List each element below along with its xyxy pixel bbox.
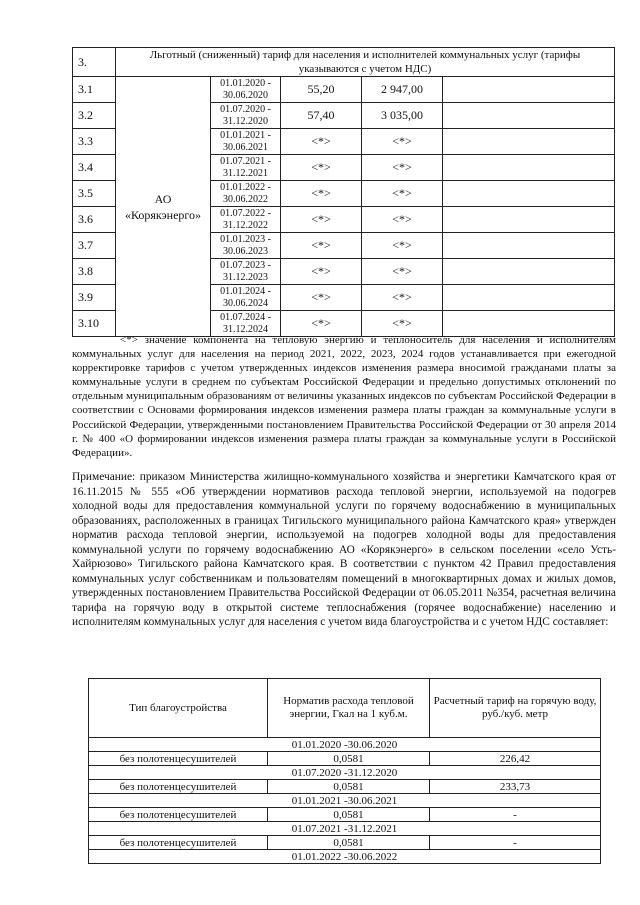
table-header-row xyxy=(89,679,601,738)
value-cell: <*> xyxy=(362,311,443,337)
row-number: 3.3 xyxy=(73,129,116,155)
empty-cell xyxy=(443,285,615,311)
empty-cell xyxy=(443,103,615,129)
tariff-cell: 226,42 xyxy=(430,752,601,766)
table-row xyxy=(89,780,601,794)
period-cell: 01.07.2020 - 31.12.2020 xyxy=(211,103,281,129)
empty-cell xyxy=(443,207,615,233)
value-cell: <*> xyxy=(362,259,443,285)
value-cell: <*> xyxy=(281,233,362,259)
column-header: Тип благоустройства xyxy=(89,679,268,738)
empty-cell xyxy=(443,129,615,155)
organization-name: АО «Корякэнерго» xyxy=(116,77,211,337)
column-header: Норматив расхода тепловой энергии, Гкал на 1 куб.м. xyxy=(268,679,430,738)
value-cell: <*> xyxy=(362,155,443,181)
period-row xyxy=(89,822,601,836)
tariff-cell: - xyxy=(430,836,601,850)
tariff-cell: 233,73 xyxy=(430,780,601,794)
row-number: 3.4 xyxy=(73,155,116,181)
row-number: 3.9 xyxy=(73,285,116,311)
period-cell: 01.07.2022 - 31.12.2022 xyxy=(211,207,281,233)
value-cell: <*> xyxy=(362,207,443,233)
tariff-cell: - xyxy=(430,808,601,822)
type-cell: без полотенцесушителей xyxy=(89,752,268,766)
period-cell: 01.07.2024 - 31.12.2024 xyxy=(211,311,281,337)
period-cell: 01.01.2021 - 30.06.2021 xyxy=(211,129,281,155)
value-cell: 55,20 xyxy=(281,77,362,103)
table-row xyxy=(73,48,615,77)
table-row xyxy=(89,752,601,766)
value-cell: <*> xyxy=(281,155,362,181)
period-cell: 01.01.2024 - 30.06.2024 xyxy=(211,285,281,311)
row-number: 3.5 xyxy=(73,181,116,207)
value-cell: <*> xyxy=(362,233,443,259)
table-row xyxy=(89,808,601,822)
period-cell: 01.01.2022 -30.06.2022 xyxy=(89,850,601,864)
tariff-table xyxy=(72,47,615,337)
period-row xyxy=(89,738,601,752)
section-header: Льготный (сниженный) тариф для населения и исполнителей коммунальных услуг (тарифы указываются с учетом НДС) xyxy=(116,48,615,77)
value-cell: 2 947,00 xyxy=(362,77,443,103)
table-row xyxy=(89,836,601,850)
value-cell: <*> xyxy=(362,129,443,155)
note-paragraph: Примечание: приказом Министерства жилищно-коммунального хозяйства и энергетики Камчатского края от 16.11.2015 № 555 «Об утверждении нормативов расхода тепловой энергии, используемой на подогрев холодной воды для предоставления коммунальной услуги по горячему водоснабжению в муниципальных образованиях, расположенных в границах Тигильского муниципального района Камчатского края» утвержден норматив расхода тепловой энергии, используемой на подогрев холодной воды для предоставления коммунальной услуги по горячему водоснабжению АО «Корякэнерго» в сельском поселении «село Усть-Хайрюзово» Тигильского района Камчатского края. В соответствии с пунктом 42 Правил предоставления коммунальных услуг собственникам и пользователям помещений в многоквартирных домах и жилых домов, утвержденных постановлением Правительства Российской Федерации от 06.05.2011 №354, расчетная величина тарифа на горячую воду в открытой системе теплоснабжения (горячее водоснабжение) населению и исполнителям коммунальных услуг для населения с учетом вида благоустройства и с учетом НДС составляет: xyxy=(72,471,616,628)
value-cell: <*> xyxy=(281,259,362,285)
row-number: 3.7 xyxy=(73,233,116,259)
period-cell: 01.07.2020 -31.12.2020 xyxy=(89,766,601,780)
empty-cell xyxy=(443,233,615,259)
period-cell: 01.01.2020 - 30.06.2020 xyxy=(211,77,281,103)
type-cell: без полотенцесушителей xyxy=(89,780,268,794)
period-cell: 01.07.2023 - 31.12.2023 xyxy=(211,259,281,285)
empty-cell xyxy=(443,259,615,285)
row-number: 3.8 xyxy=(73,259,116,285)
row-number: 3.2 xyxy=(73,103,116,129)
period-row xyxy=(89,794,601,808)
empty-cell xyxy=(443,181,615,207)
value-cell: <*> xyxy=(362,181,443,207)
norm-cell: 0,0581 xyxy=(268,752,430,766)
period-cell: 01.01.2023 - 30.06.2023 xyxy=(211,233,281,259)
row-number: 3.6 xyxy=(73,207,116,233)
value-cell: 3 035,00 xyxy=(362,103,443,129)
value-cell: <*> xyxy=(281,207,362,233)
row-number: 3.1 xyxy=(73,77,116,103)
value-cell: <*> xyxy=(281,181,362,207)
value-cell: <*> xyxy=(281,285,362,311)
period-cell: 01.01.2020 -30.06.2020 xyxy=(89,738,601,752)
period-row xyxy=(89,766,601,780)
value-cell: <*> xyxy=(362,285,443,311)
type-cell: без полотенцесушителей xyxy=(89,836,268,850)
table-row xyxy=(73,77,615,103)
period-row xyxy=(89,850,601,864)
value-cell: <*> xyxy=(281,311,362,337)
norm-table xyxy=(88,678,601,864)
type-cell: без полотенцесушителей xyxy=(89,808,268,822)
value-cell: 57,40 xyxy=(281,103,362,129)
empty-cell xyxy=(443,77,615,103)
period-cell: 01.01.2021 -30.06.2021 xyxy=(89,794,601,808)
value-cell: <*> xyxy=(281,129,362,155)
period-cell: 01.07.2021 - 31.12.2021 xyxy=(211,155,281,181)
norm-cell: 0,0581 xyxy=(268,780,430,794)
row-number: 3. xyxy=(73,48,116,77)
period-cell: 01.07.2021 -31.12.2021 xyxy=(89,822,601,836)
norm-cell: 0,0581 xyxy=(268,836,430,850)
row-number: 3.10 xyxy=(73,311,116,337)
footnote: <*> значение компонента на тепловую энергию и теплоноситель для населения и исполнителям коммунальных услуг для населения на период 2021, 2022, 2023, 2024 годов устанавливается при ежегодной корректировке тарифов с учетом утвержденных индексов изменения размера вносимой гражданами платы за коммунальные услуги в среднем по субъектам Российской Федерации и предельно допустимых отклонений по отдельным муниципальным образованиям от величины указанных индексов по субъектам Российской Федерации в соответствии с Основами формирования индексов изменения размера платы граждан за коммунальные услуги в Российской Федерации, утвержденными постановлением Правительства Российской Федерации от 30 апреля 2014 г. № 400 «О формировании индексов изменения размера платы граждан за коммунальные услуги в Российской Федерации». xyxy=(72,334,616,459)
empty-cell xyxy=(443,155,615,181)
column-header: Расчетный тариф на горячую воду, руб./куб. метр xyxy=(430,679,601,738)
period-cell: 01.01.2022 - 30.06.2022 xyxy=(211,181,281,207)
norm-cell: 0,0581 xyxy=(268,808,430,822)
